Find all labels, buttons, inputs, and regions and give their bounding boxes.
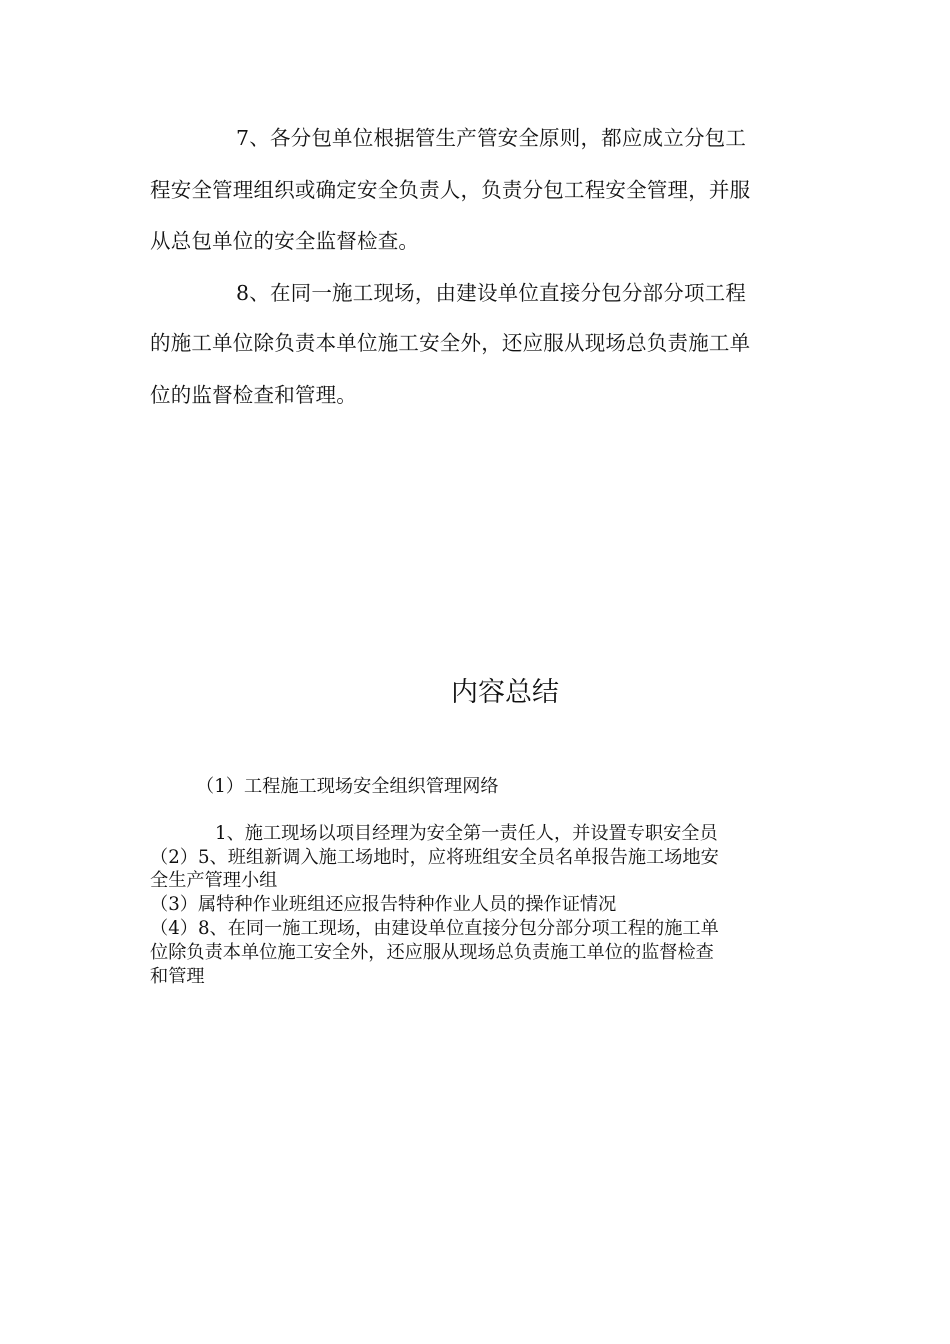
- summary-line: 全生产管理小组: [150, 870, 278, 891]
- summary-line: （3）属特种作业班组还应报告特种作业人员的操作证情况: [150, 894, 617, 915]
- paragraph-line: 位的监督检查和管理。: [150, 383, 357, 407]
- summary-line: （1）工程施工现场安全组织管理网络: [196, 776, 499, 797]
- summary-title: 内容总结: [451, 677, 559, 708]
- paragraph-line: 的施工单位除负责本单位施工安全外，还应服从现场总负责施工单: [150, 331, 751, 355]
- summary-line: （4）8、在同一施工现场，由建设单位直接分包分部分项工程的施工单: [150, 918, 719, 939]
- paragraph-line: 从总包单位的安全监督检查。: [150, 229, 420, 253]
- summary-line: 1、施工现场以项目经理为安全第一责任人，并设置专职安全员: [215, 823, 718, 844]
- summary-line: 和管理: [150, 966, 205, 987]
- paragraph-line: 程安全管理组织或确定安全负责人，负责分包工程安全管理，并服: [150, 178, 751, 202]
- paragraph-line: 8、在同一施工现场，由建设单位直接分包分部分项工程: [236, 281, 747, 305]
- paragraph-line: 7、各分包单位根据管生产管安全原则，都应成立分包工: [236, 126, 747, 150]
- summary-line: 位除负责本单位施工安全外，还应服从现场总负责施工单位的监督检查: [150, 942, 714, 963]
- summary-line: （2）5、班组新调入施工场地时，应将班组安全员名单报告施工场地安: [150, 847, 719, 868]
